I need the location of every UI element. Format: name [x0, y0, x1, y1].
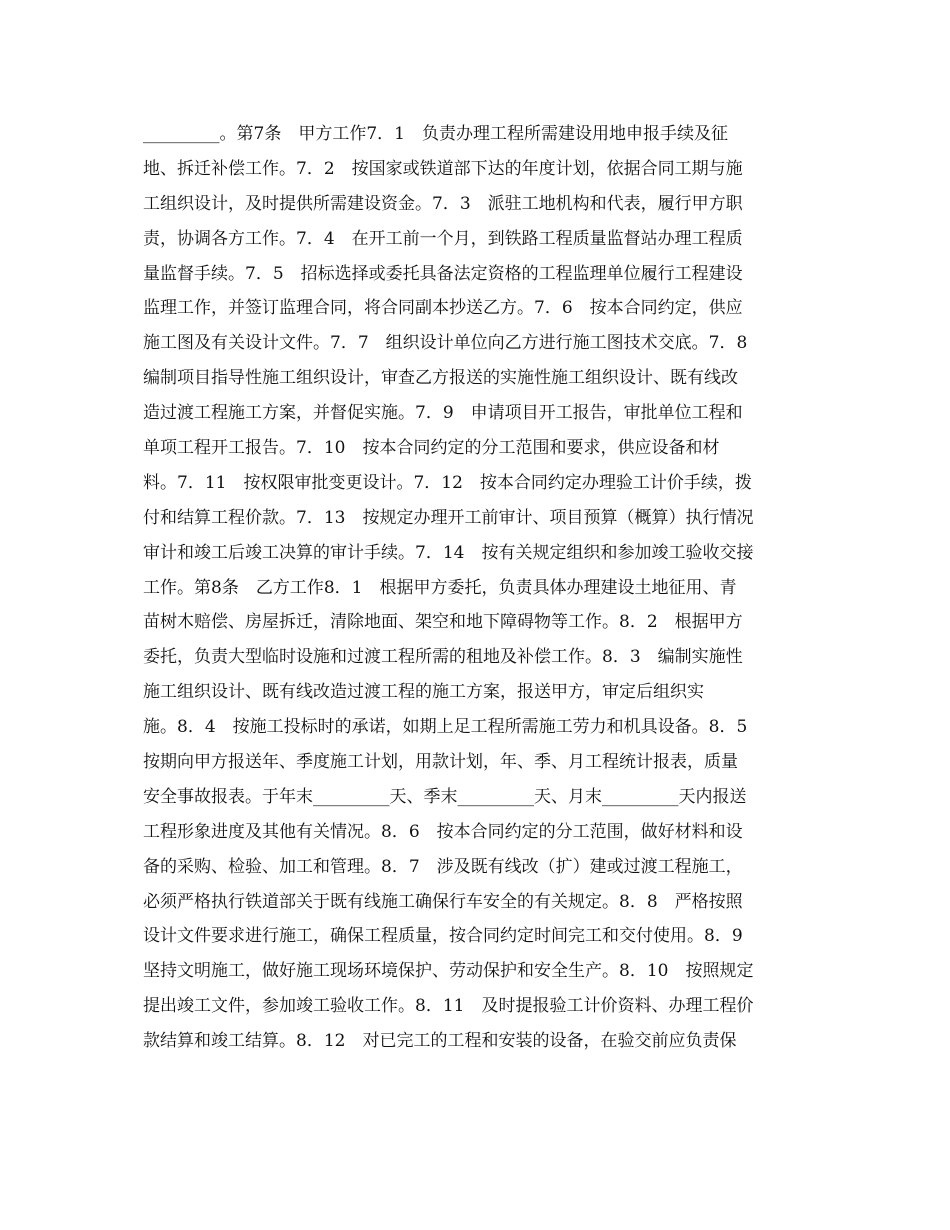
text-line-20: 安全事故报表。于年末_________天、季末_________天、月末_________天内报送 [143, 786, 747, 807]
text-line-12: 付和结算工程价款。7．13 按规定办理开工前审计、项目预算（概算）执行情况 [143, 507, 754, 528]
contract-text-body [143, 117, 808, 1059]
text-line-4: 责，协调各方工作。7．4 在开工前一个月，到铁路工程质量监督站办理工程质 [143, 228, 743, 249]
text-line-1: _________。第7条 甲方工作7．1 负责办理工程所需建设用地申报手续及征 [143, 124, 728, 144]
text-line-7: 施工图及有关设计文件。7．7 组织设计单位向乙方进行施工图技术交底。7．8 [143, 333, 748, 354]
text-line-2: 地、拆迁补偿工作。7．2 按国家或铁道部下达的年度计划，依据合同工期与施 [143, 158, 743, 179]
text-line-9: 造过渡工程施工方案，并督促实施。7．9 申请项目开工报告，审批单位工程和 [143, 403, 743, 424]
text-line-17: 施工组织设计、既有线改造过渡工程的施工方案，报送甲方，审定后组织实 [143, 682, 704, 703]
text-line-26: 提出竣工文件，参加竣工验收工作。8．11 及时提报验工计价资料、办理工程价 [143, 996, 754, 1017]
text-line-24: 设计文件要求进行施工，确保工程质量，按合同约定时间完工和交付使用。8．9 [143, 926, 743, 947]
text-line-10: 单项工程开工报告。7．10 按本合同约定的分工范围和要求，供应设备和材 [143, 438, 720, 459]
text-line-19: 按期向甲方报送年、季度施工计划，用款计划，年、季、月工程统计报表，质量 [143, 752, 738, 773]
text-line-21: 工程形象进度及其他有关情况。8．6 按本合同约定的分工范围，做好材料和设 [143, 821, 743, 842]
text-line-11: 料。7．11 按权限审批变更设计。7．12 按本合同约定办理验工计价手续，拨 [143, 472, 752, 493]
text-line-25: 坚持文明施工，做好施工现场环境保护、劳动保护和安全生产。8．10 按照规定 [143, 961, 754, 982]
text-line-15: 苗树木赔偿、房屋拆迁，清除地面、架空和地下障碍物等工作。8．2 根据甲方 [143, 612, 743, 633]
text-line-18: 施。8．4 按施工投标时的承诺，如期上足工程所需施工劳力和机具设备。8．5 [143, 717, 748, 738]
text-line-22: 备的采购、检验、加工和管理。8．7 涉及既有线改（扩）建或过渡工程施工， [143, 856, 743, 877]
text-line-8: 编制项目指导性施工组织设计，审查乙方报送的实施性施工组织设计、既有线改 [143, 368, 738, 389]
text-line-5: 量监督手续。7．5 招标选择或委托具备法定资格的工程监理单位履行工程建设 [143, 263, 743, 284]
text-line-27: 款结算和竣工结算。8．12 对已完工的工程和安装的设备，在验交前应负责保 [143, 1031, 737, 1052]
text-line-13: 审计和竣工后竣工决算的审计手续。7．14 按有关规定组织和参加竣工验收交接 [143, 542, 754, 563]
text-line-14: 工作。第8条 乙方工作8．1 根据甲方委托，负责具体办理建设土地征用、青 [143, 577, 737, 598]
text-line-23: 必须严格执行铁道部关于既有线施工确保行车安全的有关规定。8．8 严格按照 [143, 891, 743, 912]
text-line-16: 委托，负责大型临时设施和过渡工程所需的租地及补偿工作。8．3 编制实施性 [143, 647, 743, 668]
text-line-3: 工组织设计，及时提供所需建设资金。7．3 派驻工地机构和代表，履行甲方职 [143, 193, 743, 214]
text-line-6: 监理工作，并签订监理合同，将合同副本抄送乙方。7．6 按本合同约定，供应 [143, 298, 743, 319]
